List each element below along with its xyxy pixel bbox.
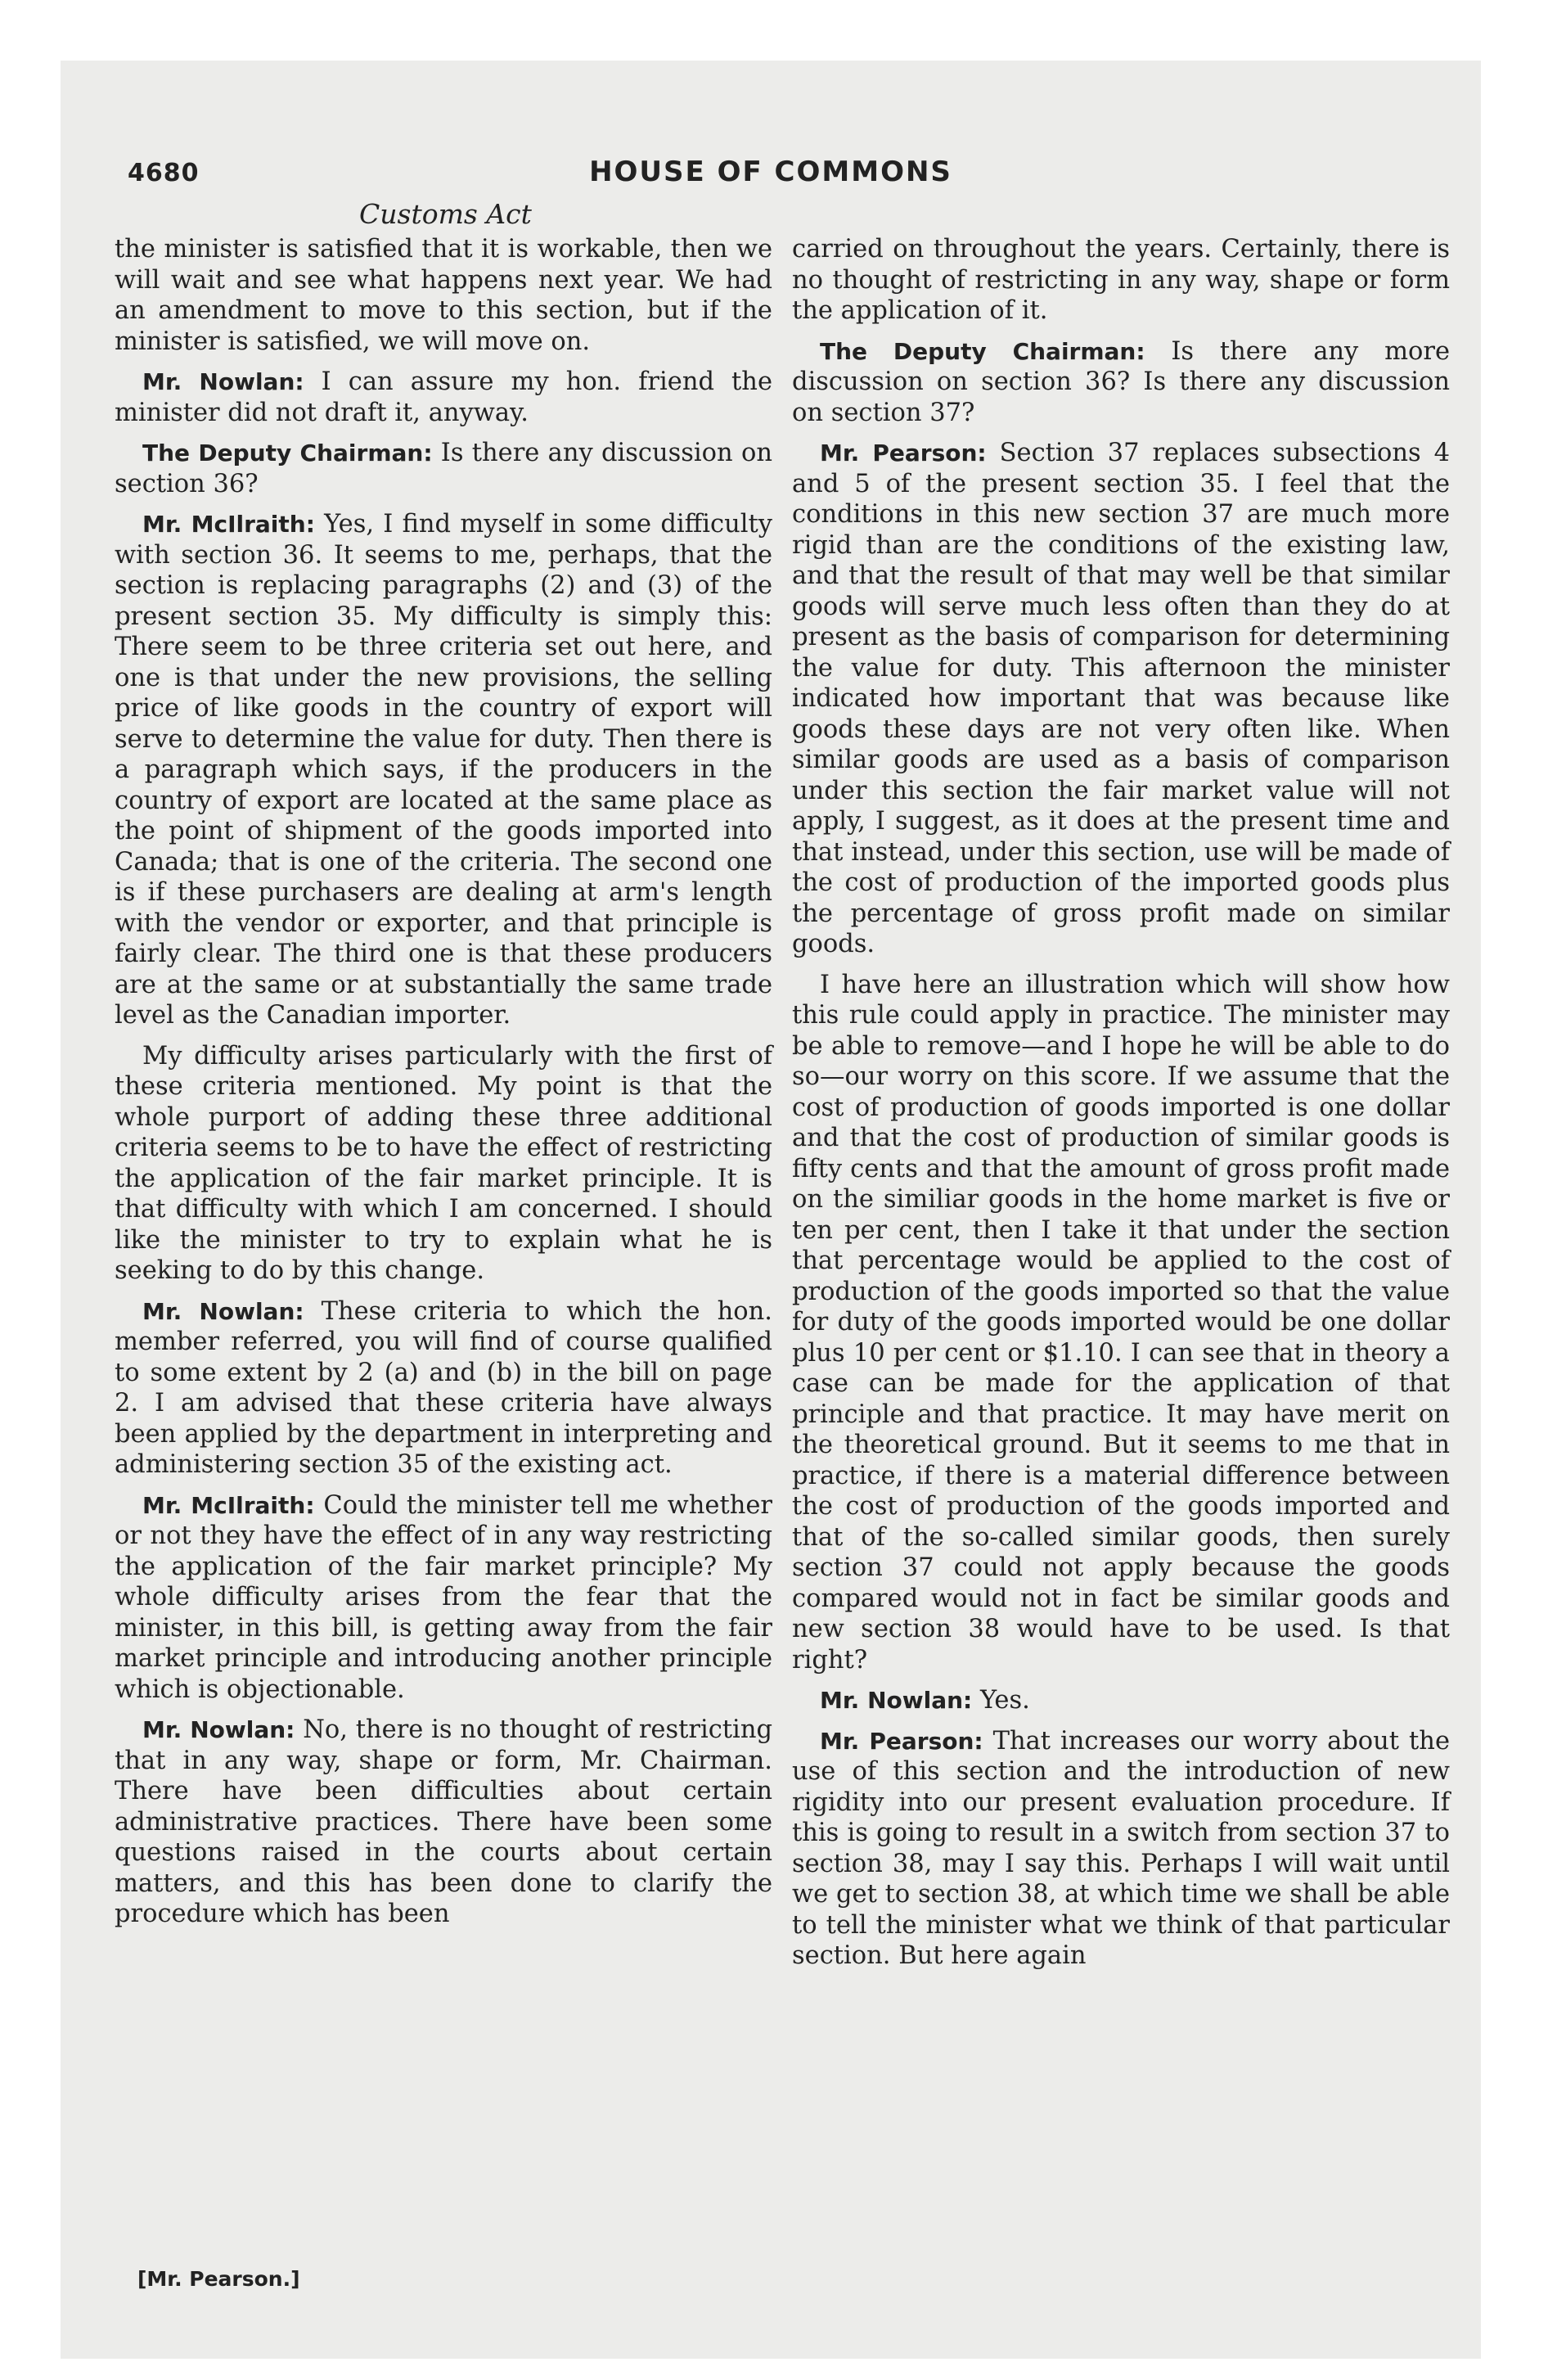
paragraph-text: Could the minister tell me whether or not they have the effect of in any way restricting the application of the fair market principle? My whole difficulty arises from the fear that the minister, in this bill, is getting away from the fair market principle and introducing another principle which is objectionable.	[115, 1490, 773, 1704]
paragraph-text: These criteria to which the hon. member referred, you will find of course qualified to some extent by 2 (a) and (b) in the bill on page 2. I am advised that these criteria have always been applied by the department in interpreting and administering section 35 of the existing act.	[115, 1296, 772, 1479]
right-column	[792, 234, 1450, 1981]
paragraph	[115, 367, 772, 428]
speaker-name: Mr. Nowlan:	[142, 1716, 295, 1743]
speaker-name: Mr. Pearson:	[820, 1727, 983, 1755]
paragraph	[115, 1490, 772, 1706]
speaker-name: Mr. Nowlan:	[142, 1297, 304, 1325]
paragraph	[115, 1296, 772, 1481]
paragraph	[792, 1685, 1450, 1716]
speaker-name: Mr. McIlraith:	[142, 1491, 315, 1519]
paragraph-text: My difficulty arises particularly with the first of these criteria mentioned. My point is that the whole purport of adding these three additional criteria seems to be to have the effect of restricting the application of the fair market principle. It is that difficulty with which I am concerned. I should like the minister to try to explain what he is seeking to do by this change.	[115, 1041, 772, 1285]
paragraph	[115, 1715, 772, 1930]
speaker-attribution: [Mr. Pearson.]	[137, 2267, 300, 2291]
paragraph	[115, 438, 772, 499]
paragraph	[792, 1726, 1450, 1972]
paragraph	[792, 336, 1450, 429]
page-number: 4680	[128, 159, 200, 187]
speaker-name: The Deputy Chairman:	[142, 439, 433, 467]
paragraph-text: That increases our worry about the use of this section and the introduction of new rigidity into our present evaluation procedure. If this is going to result in a switch from section 37 to section 38, may I say this. Perhaps I will wait until we get to section 38, at which time we shall be able to tell the minister what we think of that particular section. But here again	[792, 1726, 1450, 1970]
paragraph-text: No, there is no thought of restricting that in any way, shape or form, Mr. Chairman. There have been difficulties about certain administrative practices. There have been some questions raised in the courts about certain matters, and this has been done to clarify the procedure which has been	[115, 1715, 772, 1928]
paragraph-text: Is there any more discussion on section 36? Is there any discussion on section 37?	[792, 336, 1450, 427]
paragraph-text: I can assure my hon. friend the minister did not draft it, anyway.	[115, 367, 772, 427]
paragraph	[792, 970, 1450, 1676]
paragraph	[115, 234, 772, 357]
paragraph-text: Section 37 replaces subsections 4 and 5 of the present section 35. I feel that the conditions in this new section 37 are much more rigid than are the conditions of the existing law, and that the result of that may well be that similar goods will serve much less often than they do at present as the basis of comparison for determining the value for duty. This afternoon the minister indicated how important that was because like goods these days are not very often like. When similar goods are used as a basis of comparison under this section the fair market value will not apply, I suggest, as it does at the present time and that instead, under this section, use will be made of the cost of production of the imported goods plus the percentage of gross profit made on similar goods.	[792, 439, 1451, 958]
speaker-name: Mr. Nowlan:	[820, 1687, 973, 1714]
paragraph-text: Is there any discussion on section 36?	[115, 439, 772, 498]
paragraph	[792, 438, 1450, 960]
paragraph-text: Yes, I find myself in some difficulty with section 36. It seems to me, perhaps, that the section is replacing paragraphs (2) and (3) of the present section 35. My difficulty is simply this: There seem to be three criteria set out here, and one is that under the new provisions, the selling price of like goods in the country of export will serve to determine the value for duty. Then there is a paragraph which says, if the producers in the country of export are located at the same place as the point of shipment of the goods imported into Canada; that is one of the criteria. The second one is if these purchasers are dealing at arm's length with the vendor or exporter, and that principle is fairly clear. The third one is that these producers are at the same or at substantially the same trade level as the Canadian importer.	[115, 510, 772, 1030]
section-title: Customs Act	[359, 198, 532, 230]
speaker-name: Mr. Nowlan:	[142, 368, 304, 395]
left-column	[115, 234, 772, 1940]
paragraph-text: the minister is satisfied that it is workable, then we will wait and see what happens next year. We had an amendment to move to this section, but if the minister is satisfied, we will move on.	[115, 235, 772, 356]
paragraph-text: Yes.	[979, 1686, 1030, 1715]
speaker-name: The Deputy Chairman:	[820, 337, 1145, 365]
paragraph	[115, 509, 772, 1031]
paragraph	[792, 234, 1450, 327]
paragraph-text: carried on throughout the years. Certainly, there is no thought of restricting in any way, shape or form the application of it.	[792, 235, 1450, 325]
document-page	[61, 61, 1481, 2359]
speaker-name: Mr. McIlraith:	[142, 511, 315, 538]
running-head: HOUSE OF COMMONS	[589, 156, 952, 188]
paragraph-text: I have here an illustration which will show how this rule could apply in practice. The minister may be able to remove—and I hope he will be able to do so—our worry on this score. If we assume that the cost of production of goods imported is one dollar and that the cost of production of similar goods is fifty cents and that the amount of gross profit made on the similiar goods in the home market is five or ten per cent, then I take it that under the section that percentage would be applied to the cost of production of the goods imported so that the value for duty of the goods imported would be one dollar plus 10 per cent or $1.10. I can see that in theory a case can be made for the application of that principle and that practice. It may have merit on the theoretical ground. But it seems to me that in practice, if there is a material difference between the cost of production of the goods imported and that of the so-called similar goods, then surely section 37 could not apply because the goods compared would not in fact be similar goods and new section 38 would have to be used. Is that right?	[792, 970, 1450, 1675]
speaker-name: Mr. Pearson:	[820, 439, 987, 467]
paragraph	[115, 1041, 772, 1287]
